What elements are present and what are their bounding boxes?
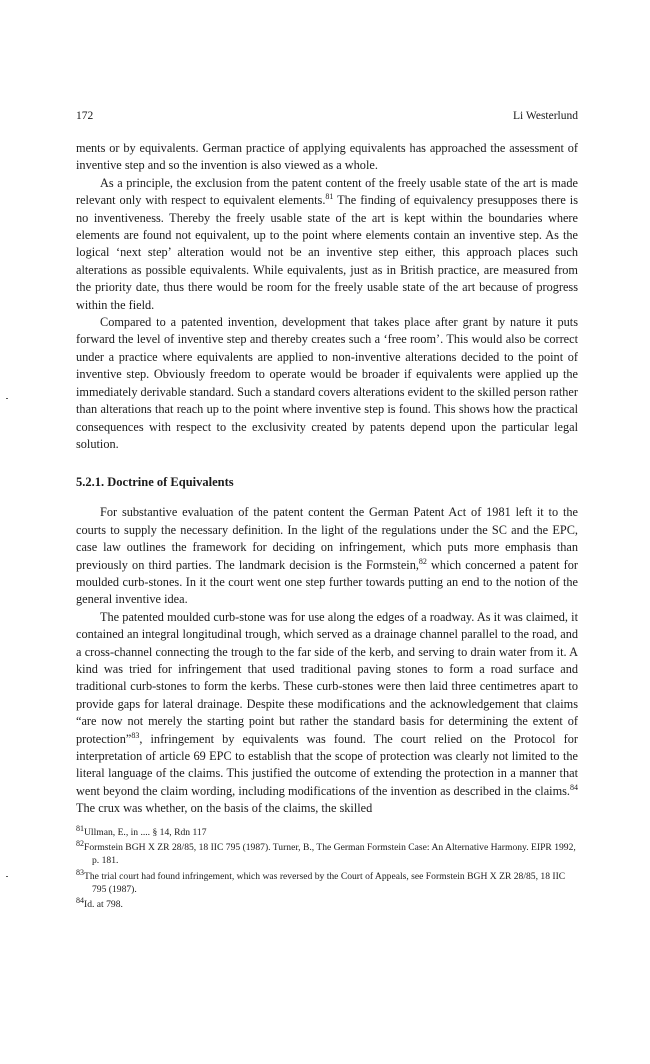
paragraph-continuation: ments or by equivalents. German practice of applying equivalents has approached the assessment of inventive step and so the invention is also viewed as a whole. xyxy=(76,141,578,173)
footnote-84-text: Id. at 798. xyxy=(84,899,123,911)
footnotes xyxy=(76,823,578,913)
footnote-ref-84[interactable]: 84 xyxy=(570,782,578,792)
footnote-84 xyxy=(76,895,578,911)
scan-margin-mark xyxy=(6,398,8,399)
paragraph-substantive-b: which concerned a patent for moulded curb-stones. In it the court went one step further towards putting an end to the notion of the general inventive idea. xyxy=(76,557,578,607)
section-heading: 5.2.1. Doctrine of Equivalents xyxy=(76,475,234,490)
paragraph-principle-text: As a principle, the exclusion from the patent content of the freely usable state of the art is made relevant only with respect to equivalent elements. xyxy=(76,175,578,208)
footnote-83 xyxy=(76,867,578,896)
running-head-author: Li Westerlund xyxy=(513,110,578,122)
body-text xyxy=(76,140,578,818)
footnote-83-mark: 83 xyxy=(76,867,84,877)
footnote-81-text: Ullman, E., in .... § 14, Rdn 117 xyxy=(84,827,207,838)
paragraph-substantive xyxy=(76,504,578,608)
paragraph-curb-stone-a: The patented moulded curb-stone was for use along the edges of a roadway. As it was claimed, it contained an integral longitudinal trough, which served as a drainage channel parallel to the road, and a cross-channel connecting the trough to the far side of the kerb, and serving to drain water from it. A kind was tried for infringement that used traditional paving stones to form a road surface and traditional curb-stones to form the kerbs. These curb-stones were then laid three centimetres apart to provide gaps for lateral drainage. Despite these modifications and the acknowledgement that claims “are now not merely the starting point but rather the standard basis for determining the extent of protection” xyxy=(76,609,578,746)
footnote-82-mark: 82 xyxy=(76,839,84,849)
paragraph-substantive-a: For substantive evaluation of the patent content the German Patent Act of 1981 left it to the courts to supply the necessary definition. In the light of the regulations under the SC and the EPC, case law outlines the framework for deciding on infringement, which puts more emphasis than previously on third parties. The landmark decision is the Formstein, xyxy=(76,505,578,572)
footnote-81 xyxy=(76,823,578,839)
footnote-ref-82[interactable]: 82 xyxy=(418,556,427,566)
footnote-81-mark: 81 xyxy=(76,823,84,833)
footnote-82-text: Formstein BGH X ZR 28/85, 18 IIC 795 (1987). Turner, B., The German Formstein Case: An Alternative Harmony. EIPR 1992, p. 181. xyxy=(84,842,576,867)
footnote-84-mark: 84 xyxy=(76,895,84,905)
footnote-ref-83[interactable]: 83 xyxy=(131,730,140,740)
footnote-ref-81[interactable]: 81 xyxy=(325,192,334,202)
paragraph-curb-stone xyxy=(76,609,578,818)
paragraph-curb-stone-b: , infringement by equivalents was found. The court relied on the Protocol for interpretation of article 69 EPC to establish that the scope of protection was clearly not limited to the literal language of the claims. This justified the outcome of extending the protection in a manner that went beyond the claim wording, including modifications of the invention as described in the claims. xyxy=(76,731,578,798)
paragraph-principle-rest: The finding of equivalency presupposes there is no inventiveness. Thereby the freely usable state of the art is kept within the boundaries where elements are found not equivalent, up to the point where elements contain an inventive step. As the logical ‘next step’ alteration would not be an inventive step either, this approach places such alterations as possible equivalents. While equivalents, just as in British practice, are measured from the priority date, thus there would be room for the freely usable state of the art because of progress within the field. xyxy=(76,193,578,312)
page-number: 172 xyxy=(76,110,94,122)
footnote-82 xyxy=(76,841,578,867)
scan-margin-mark xyxy=(6,876,8,877)
paragraph-compared: Compared to a patented invention, development that takes place after grant by nature it puts forward the level of inventive step and thereby creates such a ‘free room’. This would also be correct under a practice where equivalents are applied to non-inventive alterations decided to the point of inventive step. Obviously freedom to operate would be broader if equivalents were applied up the immediately derivable standard. Such a standard covers alterations evident to the skilled person rather than alterations that reach up to the point where inventive step is found. This shows how the practical consequences with respect to the exclusivity created by patents depend upon the particular legal solution. xyxy=(76,315,578,451)
paragraph-principle xyxy=(76,175,578,314)
paragraph-curb-stone-c: The crux was whether, on the basis of the claims, the skilled xyxy=(76,801,373,816)
footnote-83-text: The trial court had found infringement, which was reversed by the Court of Appeals, see Formstein BGH X ZR 28/85, 18 IIC 795 (1987). xyxy=(84,870,566,895)
